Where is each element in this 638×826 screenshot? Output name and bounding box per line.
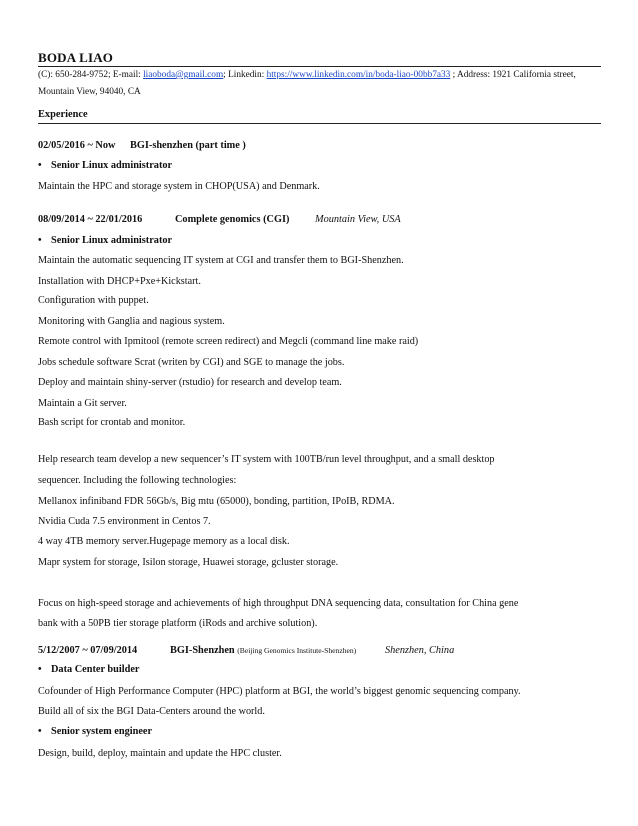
job2-line: 4 way 4TB memory server.Hugepage memory as a local disk. [38,536,290,547]
job3-location: Shenzhen, China [385,645,455,656]
job1-line: Maintain the HPC and storage system in CHOP(USA) and Denmark. [38,181,320,192]
job3-line: Cofounder of High Performance Computer (HPC) platform at BGI, the world’s biggest genomic sequencing company. [38,686,521,697]
job2-line: Deploy and maintain shiny-server (rstudio) for research and develop team. [38,377,342,388]
job2-line: Help research team develop a new sequencer’s IT system with 100TB/run level throughput, and a small desktop [38,454,495,465]
linkedin-link[interactable]: https://www.linkedin.com/in/boda-liao-00bb7a33 [266,70,451,80]
job2-line: Remote control with Ipmitool (remote screen redirect) and Megcli (command line make raid) [38,336,419,347]
job3-company-note: (Beijing Genomics Institute-Shenzhen) [237,646,357,655]
job2-line: Maintain a Git server. [38,398,127,409]
contact-prefix: (C): 650-284-9752; E-mail: [38,70,144,80]
job2-line: Monitoring with Ganglia and nagious system. [38,316,225,327]
job2-line: Mapr system for storage, Isilon storage, Huawei storage, gcluster storage. [38,557,339,568]
header-rule [38,66,601,67]
job2-dates: 08/09/2014 ~ 22/01/2016 [38,214,143,225]
section-rule [38,123,601,124]
resume-name: BODA LIAO [38,50,114,65]
job3-company [170,645,356,656]
job1-role: Senior Linux administrator [51,160,173,171]
job2-company: Complete genomics (CGI) [175,214,290,225]
job2-line: sequencer. Including the following technologies: [38,475,237,486]
email-link[interactable]: liaoboda@gmail.com [143,70,224,80]
job3-role2: Senior system engineer [51,726,153,737]
job2-line: Focus on high-speed storage and achievements of high throughput DNA sequencing data, consultation for China gene [38,598,519,609]
contact-suffix: ; Address: 1921 California street, [450,70,576,80]
job1-bullet: • [38,160,42,171]
contact-mid: ; Linkedin: [223,70,267,80]
job2-line: Bash script for crontab and monitor. [38,417,186,428]
job3-bullet: • [38,664,42,675]
job3-dates: 5/12/2007 ~ 07/09/2014 [38,645,138,656]
job2-line: Configuration with puppet. [38,295,149,306]
job2-location: Mountain View, USA [315,214,401,225]
job2-line: Installation with DHCP+Pxe+Kickstart. [38,276,201,287]
job3-line: Build all of six the BGI Data-Centers around the world. [38,706,265,717]
job2-line: Jobs schedule software Scrat (writen by CGI) and SGE to manage the jobs. [38,357,345,368]
job1-company: BGI-shenzhen (part time ) [130,140,246,151]
address-line: Mountain View, 94040, CA [38,87,141,97]
job3-company-name: BGI-Shenzhen [170,645,235,656]
job2-role: Senior Linux administrator [51,235,173,246]
job3-bullet: • [38,726,42,737]
contact-line [38,70,576,80]
job2-line: Maintain the automatic sequencing IT system at CGI and transfer them to BGI-Shenzhen. [38,255,404,266]
job2-line: Mellanox infiniband FDR 56Gb/s, Big mtu (65000), bonding, partition, IPoIB, RDMA. [38,496,395,507]
job2-line: Nvidia Cuda 7.5 environment in Centos 7. [38,516,211,527]
job2-bullet: • [38,235,42,246]
job2-line: bank with a 50PB tier storage platform (iRods and archive solution). [38,618,318,629]
section-title-experience: Experience [38,109,88,120]
job3-role1: Data Center builder [51,664,140,675]
job1-dates: 02/05/2016 ~ Now [38,140,116,151]
job3-line: Design, build, deploy, maintain and update the HPC cluster. [38,748,282,759]
